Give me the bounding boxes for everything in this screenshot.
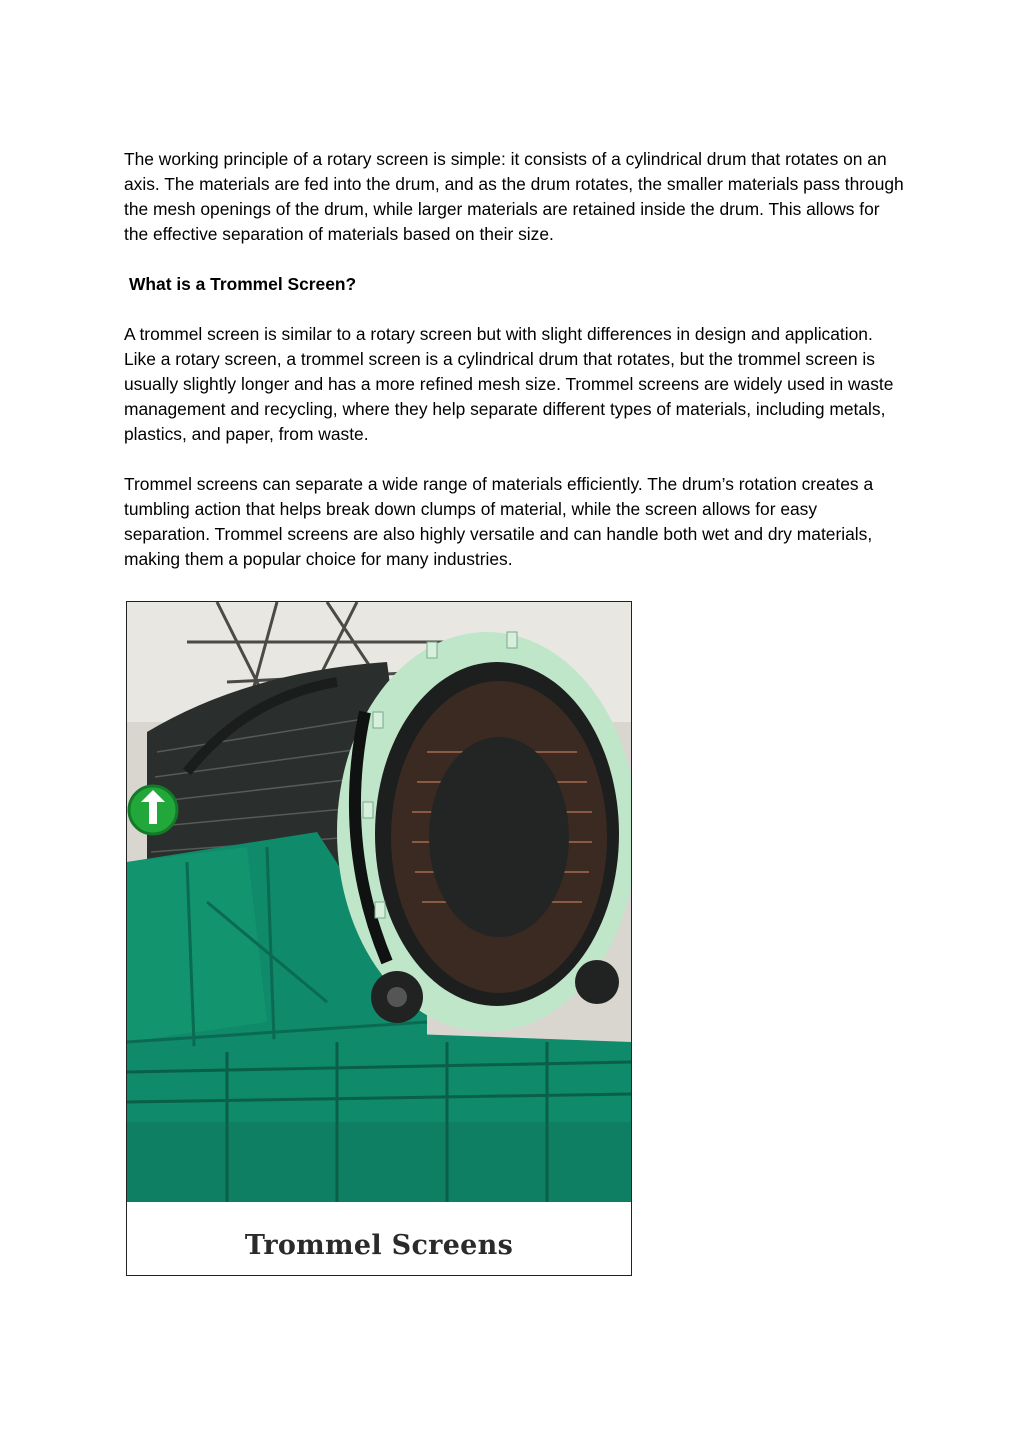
figure-caption: Trommel Screens xyxy=(244,1230,514,1261)
benefits-paragraph: Trommel screens can separate a wide range of materials efficiently. The drum’s rotation creates a tumbling action that helps break down clumps of material, while the screen allows for easy separation. Trommel screens are also highly versatile and can handle both wet and dry materials, making them a popular choice for many industries. xyxy=(124,474,874,569)
section-heading: What is a Trommel Screen? xyxy=(129,274,357,294)
trommel-illustration xyxy=(127,602,631,1202)
intro-paragraph: The working principle of a rotary screen is simple: it consists of a cylindrical drum that rotates on an axis. The materials are fed into the drum, and as the drum rotates, the smaller materials pass through the mesh openings of the drum, while larger materials are retained inside the drum. This allows for the effective separation of materials based on their size. xyxy=(124,149,904,244)
definition-paragraph: A trommel screen is similar to a rotary screen but with slight differences in design and application. Like a rotary screen, a trommel screen is a cylindrical drum that rotates, but the trommel screen is usually slightly longer and has a more refined mesh size. Trommel screens are widely used in waste management and recycling, where they help separate different types of materials, including metals, plastics, and paper, from waste. xyxy=(124,324,894,444)
trommel-screen-photo xyxy=(126,601,632,1276)
recycle-logo-icon xyxy=(129,786,177,834)
